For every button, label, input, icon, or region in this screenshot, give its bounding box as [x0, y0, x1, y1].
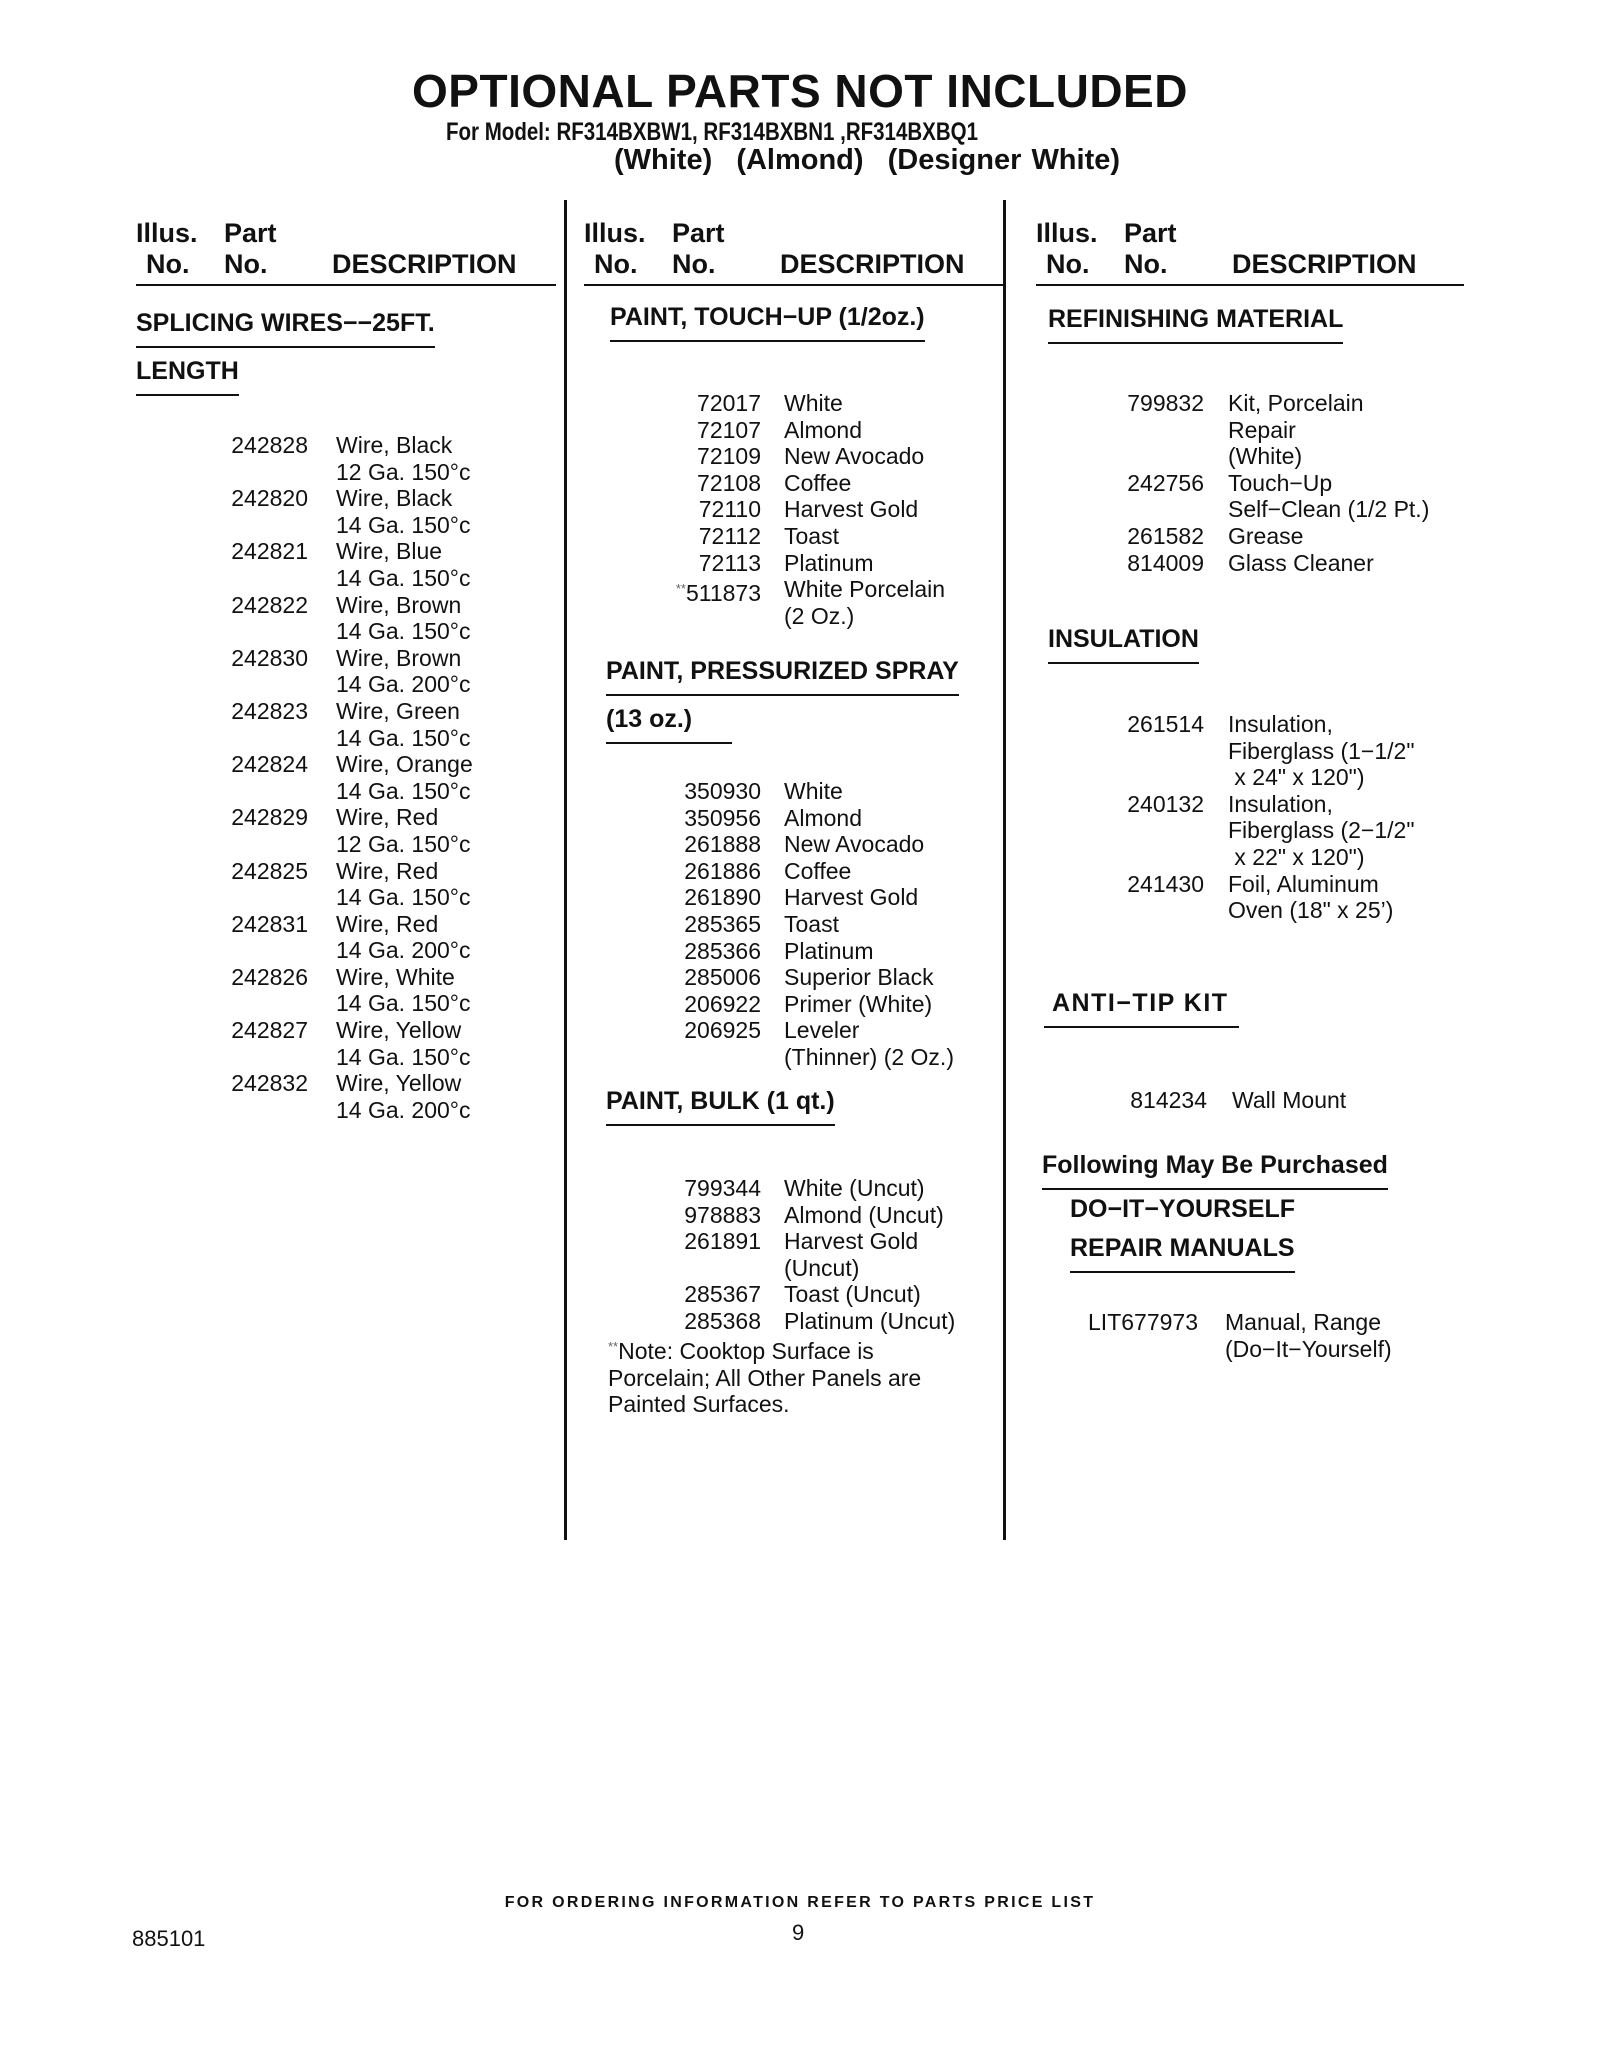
part-number: 350930 — [684, 778, 761, 804]
header-illus: Illus. — [136, 218, 198, 248]
part-row — [136, 432, 556, 459]
part-number: 240132 — [1127, 790, 1204, 817]
part-row — [1036, 390, 1456, 417]
part-description: Platinum — [784, 549, 874, 576]
column-header — [1036, 200, 1464, 286]
part-row — [584, 1255, 1004, 1282]
part-description: Harvest Gold — [784, 884, 919, 911]
header-part: Part — [1124, 218, 1177, 248]
part-description: Fiberglass (2−1/2" — [1228, 817, 1415, 844]
part-row — [1036, 443, 1456, 470]
section-title-refinishing-material: REFINISHING MATERIAL — [1048, 300, 1343, 344]
part-number: 799832 — [1127, 390, 1204, 416]
part-description: 12 Ga. 150°c — [336, 458, 471, 485]
header-no: No. — [672, 249, 716, 279]
part-number: 72017 — [697, 390, 761, 416]
part-description: Manual, Range — [1225, 1309, 1381, 1335]
part-description: Coffee — [784, 857, 852, 884]
part-row — [136, 1097, 556, 1124]
part-number: 261890 — [684, 884, 761, 911]
part-row — [584, 1202, 1004, 1229]
part-description: (Thinner) (2 Oz.) — [784, 1043, 954, 1070]
part-row — [1036, 817, 1456, 844]
column-header — [584, 200, 1004, 286]
part-description: Wire, Red — [336, 857, 439, 884]
part-row — [136, 831, 556, 858]
column-divider — [564, 200, 567, 1540]
part-description: 14 Ga. 200°c — [336, 937, 471, 964]
part-description: 14 Ga. 150°c — [336, 884, 471, 911]
part-row — [136, 778, 556, 805]
part-number: 814009 — [1127, 549, 1204, 576]
part-description: Glass Cleaner — [1228, 549, 1374, 576]
part-row — [584, 1044, 1004, 1071]
parts-column-2 — [584, 200, 1004, 1540]
section-title-insulation: INSULATION — [1048, 620, 1199, 664]
part-description: Wire, White — [336, 963, 455, 990]
refinishing-material-list — [1036, 390, 1456, 576]
part-description: Wire, Red — [336, 804, 439, 831]
part-number: 241430 — [1127, 870, 1204, 897]
part-description: Superior Black — [784, 964, 934, 991]
part-row — [584, 523, 1004, 550]
part-description: (Do−It−Yourself) — [1225, 1335, 1392, 1362]
header-description: DESCRIPTION — [780, 249, 965, 279]
part-description: Almond — [784, 416, 862, 443]
part-description: Primer (White) — [784, 990, 933, 1017]
part-description: Insulation, — [1228, 711, 1333, 737]
section-title-diy-repair-manuals: DO−IT−YOURSELF REPAIR MANUALS — [1070, 1190, 1295, 1273]
porcelain-note: **Note: Cooktop Surface is Porcelain; All Other Panels are Painted Surfaces. — [608, 1338, 922, 1418]
part-number: 814234 — [1130, 1087, 1207, 1113]
part-number: 242820 — [231, 485, 308, 512]
part-description: Wire, Brown — [336, 591, 462, 618]
part-number: 285365 — [684, 910, 761, 937]
color-white: (White) — [614, 144, 713, 176]
part-row — [136, 485, 556, 512]
header-illus: Illus. — [584, 218, 646, 248]
header-part: Part — [672, 218, 725, 248]
part-row — [1036, 523, 1456, 550]
part-row — [136, 512, 556, 539]
part-description: Wire, Black — [336, 432, 453, 458]
parts-column-1 — [136, 200, 556, 1540]
part-row — [136, 964, 556, 991]
part-description: 14 Ga. 150°c — [336, 990, 471, 1017]
part-description: Wire, Yellow — [336, 1070, 462, 1097]
part-number: 242821 — [231, 538, 308, 565]
part-row — [136, 1017, 556, 1044]
part-number: 350956 — [684, 804, 761, 831]
header-no: No. — [146, 249, 190, 279]
part-description: x 22" x 120") — [1228, 843, 1365, 870]
color-variants — [614, 144, 1134, 177]
part-row — [1036, 1087, 1456, 1114]
column-header — [136, 200, 556, 286]
part-row — [136, 459, 556, 486]
part-row — [584, 550, 1004, 577]
part-row — [1036, 844, 1456, 871]
part-number: 285367 — [684, 1281, 761, 1308]
part-description: Oven (18" x 25’) — [1228, 897, 1394, 924]
part-description: x 24" x 120") — [1228, 764, 1365, 791]
part-row — [136, 592, 556, 619]
anti-tip-kit-list — [1036, 1087, 1456, 1114]
part-row — [136, 884, 556, 911]
part-number: 261888 — [684, 831, 761, 858]
part-row — [584, 991, 1004, 1018]
part-row — [1036, 496, 1456, 523]
header-part: Part — [224, 218, 277, 248]
part-number: 242832 — [231, 1070, 308, 1097]
part-number: 72107 — [697, 416, 761, 443]
part-row — [136, 937, 556, 964]
part-number: 261514 — [1127, 711, 1204, 737]
part-number: 242827 — [231, 1017, 308, 1044]
part-description: Platinum — [784, 937, 874, 964]
part-row — [584, 938, 1004, 965]
part-description: Harvest Gold — [784, 496, 919, 523]
part-row — [1036, 791, 1456, 818]
part-number: 242828 — [231, 432, 308, 458]
part-description: White Porcelain — [784, 576, 946, 603]
part-number: **511873 — [675, 580, 761, 607]
part-row — [584, 858, 1004, 885]
part-row — [584, 496, 1004, 523]
part-row — [584, 884, 1004, 911]
part-row — [136, 538, 556, 565]
part-description: New Avocado — [784, 831, 925, 858]
part-number: 242825 — [231, 857, 308, 884]
insulation-list — [1036, 711, 1456, 924]
part-row — [1036, 897, 1456, 924]
part-row — [136, 725, 556, 752]
part-description: White — [784, 390, 843, 416]
header-description: DESCRIPTION — [1232, 249, 1417, 279]
section-title-anti-tip-kit: ANTI−TIP KIT — [1044, 984, 1239, 1028]
header-no: No. — [594, 249, 638, 279]
part-description: 14 Ga. 150°c — [336, 724, 471, 751]
part-row — [584, 911, 1004, 938]
color-almond: (Almond) — [736, 144, 864, 176]
part-number: 242826 — [231, 963, 308, 990]
part-description: 12 Ga. 150°c — [336, 830, 471, 857]
part-row — [584, 390, 1004, 417]
part-row — [584, 805, 1004, 832]
part-description: Wire, Red — [336, 910, 439, 937]
part-description: Leveler — [784, 1017, 860, 1044]
part-row — [584, 1175, 1004, 1202]
part-row — [584, 443, 1004, 470]
part-description: Almond (Uncut) — [784, 1201, 944, 1228]
part-row — [584, 964, 1004, 991]
part-row — [1036, 871, 1456, 898]
part-description: Self−Clean (1/2 Pt.) — [1228, 496, 1430, 523]
section-title-paint-touchup: PAINT, TOUCH−UP (1/2oz.) — [610, 298, 925, 342]
part-row — [136, 751, 556, 778]
part-row — [136, 1044, 556, 1071]
header-no: No. — [1124, 249, 1168, 279]
part-row — [136, 990, 556, 1017]
part-number: 72112 — [698, 522, 761, 549]
part-description: 14 Ga. 150°c — [336, 777, 471, 804]
part-description: Wire, Green — [336, 697, 460, 724]
part-row — [136, 804, 556, 831]
part-number: 72113 — [698, 549, 761, 576]
part-number: 72109 — [697, 443, 761, 470]
part-row — [136, 645, 556, 672]
part-description: White — [784, 778, 843, 804]
parts-column-3 — [1036, 200, 1456, 1540]
part-description: 14 Ga. 150°c — [336, 564, 471, 591]
part-number: 72110 — [698, 496, 761, 523]
part-number: 261582 — [1127, 522, 1204, 549]
part-description: (2 Oz.) — [784, 602, 855, 629]
part-description: Coffee — [784, 469, 852, 496]
part-description: (Uncut) — [784, 1254, 860, 1281]
part-number: LIT677973 — [1088, 1309, 1198, 1335]
part-row — [136, 858, 556, 885]
header-no: No. — [1046, 249, 1090, 279]
part-number: 242831 — [231, 910, 308, 937]
part-number: 261886 — [684, 857, 761, 884]
part-row — [1036, 764, 1456, 791]
section-title-following-may-be-purchased: Following May Be Purchased — [1042, 1146, 1388, 1190]
part-description: 14 Ga. 200°c — [336, 1096, 471, 1123]
part-description: Toast — [784, 522, 839, 549]
part-row — [1036, 417, 1456, 444]
part-description: Almond — [784, 804, 862, 831]
bulk-paint-list — [584, 1175, 1004, 1335]
part-description: Wire, Black — [336, 485, 453, 512]
part-description: Wire, Yellow — [336, 1017, 462, 1044]
part-row — [584, 417, 1004, 444]
part-row — [584, 831, 1004, 858]
part-description: Platinum (Uncut) — [784, 1307, 956, 1334]
part-number: 799344 — [684, 1175, 761, 1201]
spray-paint-list — [584, 778, 1004, 1071]
part-number: 285368 — [684, 1307, 761, 1334]
part-number: 242823 — [231, 697, 308, 724]
part-number: 285006 — [684, 964, 761, 991]
model-numbers: For Model: RF314BXBW1, RF314BXBN1 ,RF314BXBQ1 — [446, 118, 978, 146]
part-row — [1036, 711, 1456, 738]
part-description: Grease — [1228, 522, 1304, 549]
part-description: Foil, Aluminum — [1228, 870, 1379, 897]
part-row — [136, 565, 556, 592]
part-number: 242829 — [231, 804, 308, 831]
repair-manual-list — [1036, 1309, 1456, 1362]
header-description: DESCRIPTION — [332, 249, 517, 279]
part-row — [584, 1308, 1004, 1335]
part-row — [1036, 550, 1456, 577]
part-row — [136, 671, 556, 698]
part-number: 206922 — [684, 990, 761, 1017]
part-description: New Avocado — [784, 443, 925, 470]
ordering-information: FOR ORDERING INFORMATION REFER TO PARTS PRICE LIST — [504, 1894, 1096, 1911]
part-number: 242822 — [231, 591, 308, 618]
part-row — [584, 576, 1004, 607]
part-row — [136, 1070, 556, 1097]
section-title-pressurized-spray: PAINT, PRESSURIZED SPRAY (13 oz.) — [606, 652, 959, 744]
part-description: Repair — [1228, 416, 1296, 443]
section-title-paint-bulk: PAINT, BULK (1 qt.) — [606, 1082, 835, 1126]
part-row — [1036, 470, 1456, 497]
part-description: 14 Ga. 150°c — [336, 511, 471, 538]
part-description: Wire, Blue — [336, 538, 443, 565]
part-row — [584, 778, 1004, 805]
part-description: Toast — [784, 910, 839, 937]
part-description: 14 Ga. 150°c — [336, 1043, 471, 1070]
part-description: 14 Ga. 200°c — [336, 671, 471, 698]
part-description: Harvest Gold — [784, 1228, 919, 1255]
part-row — [136, 618, 556, 645]
section-title-splicing-wires: SPLICING WIRES−−25FT. LENGTH — [136, 304, 435, 396]
splicing-wire-list — [136, 432, 556, 1123]
part-description: Kit, Porcelain — [1228, 390, 1364, 416]
part-row — [1036, 738, 1456, 765]
part-number: 285366 — [684, 937, 761, 964]
part-row — [136, 911, 556, 938]
part-number: 261891 — [684, 1228, 761, 1255]
part-description: Wire, Brown — [336, 644, 462, 671]
part-description: Wire, Orange — [336, 751, 473, 778]
part-row — [584, 1281, 1004, 1308]
part-row — [136, 698, 556, 725]
part-description: 14 Ga. 150°c — [336, 618, 471, 645]
part-description: Fiberglass (1−1/2" — [1228, 737, 1415, 764]
part-number: 242830 — [231, 644, 308, 671]
part-row — [1036, 1309, 1456, 1336]
part-description: Insulation, — [1228, 790, 1333, 817]
header-no: No. — [224, 249, 268, 279]
part-row — [1036, 1336, 1456, 1363]
part-number: 206925 — [684, 1017, 761, 1044]
part-row — [584, 603, 1004, 630]
part-number: 242756 — [1127, 469, 1204, 496]
page-title: OPTIONAL PARTS NOT INCLUDED — [412, 65, 1188, 117]
part-number: 242824 — [231, 751, 308, 778]
part-description: White (Uncut) — [784, 1175, 925, 1201]
part-description: Toast (Uncut) — [784, 1281, 921, 1308]
color-designer-white: (Designer White) — [887, 144, 1121, 176]
part-number: 72108 — [697, 469, 761, 496]
part-row — [584, 1228, 1004, 1255]
part-description: Wall Mount — [1232, 1087, 1347, 1113]
part-description: Touch−Up — [1228, 469, 1333, 496]
part-row — [584, 1017, 1004, 1044]
part-row — [584, 470, 1004, 497]
touchup-paint-list — [584, 390, 1004, 629]
document-number: 885101 — [132, 1926, 206, 1951]
part-number: 978883 — [684, 1201, 761, 1228]
header-illus: Illus. — [1036, 218, 1098, 248]
part-description: (White) — [1228, 443, 1303, 470]
page-number: 9 — [792, 1920, 805, 1945]
